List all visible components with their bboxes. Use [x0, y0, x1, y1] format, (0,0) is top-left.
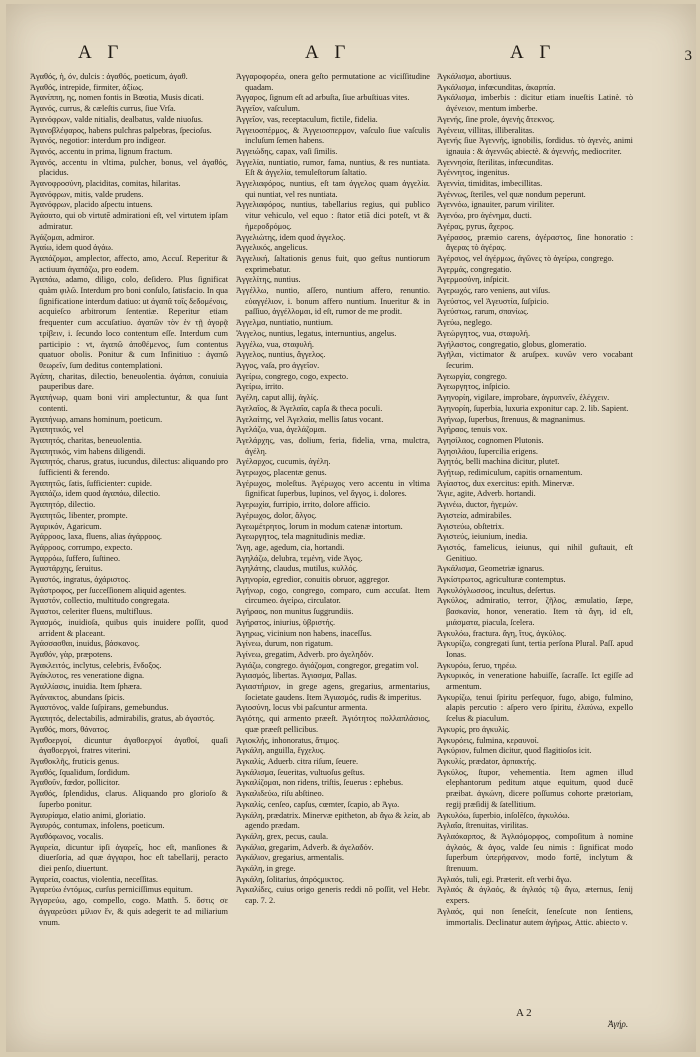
dictionary-entry: Ἀγκάλιον, gregarius, armentalis.: [236, 853, 344, 863]
dictionary-entry: Ἀγάρροος, laxa, fluens, alias ἀγάρροος.: [30, 532, 162, 542]
dictionary-entry: Ἀγέρσιος, vel ἀγέρμως, ἀγῶνες τὸ ἀγείρω, congrego.: [437, 253, 614, 263]
dictionary-entry: Ἀγκύλος, admiratio, terror, ζῆλος, æmulatio, ſæpe, βασκανία, honor, veneratio. Item τὰ ἄγη, id eſt, μιάσματα, piacula, ſcelera.: [437, 596, 633, 627]
dictionary-entry: Ἀγανός, accentu in vltima, pulcher, bonus, vel ἀγαθός, placidus.: [30, 157, 228, 178]
dictionary-entry: Ἀγερωχός, raro veniens, aut viſus.: [437, 286, 551, 296]
dictionary-entry: Ἀγήτωρ, redimiculum, capitis ornamentum.: [437, 468, 583, 478]
dictionary-entry: Ἀγαρεία, dicuntur ipſi ἀγαρεῖς, hoc eſt, manſiones & diuerſoria, ad quæ ἀγγαροι, hoc eſt tabellarij, peracto diei penſo, diuertunt.: [30, 842, 228, 874]
dictionary-entry: Ἀγαπάζομαι, amplector, affecto, amo, Accuſ. Reperitur & actiuum ἀγαπάζω, pro eodem.: [30, 253, 228, 274]
dictionary-entry: Ἀγκυλόγλωσσος, incultus, deſertus.: [437, 585, 556, 595]
dictionary-entry: Ἄγη, age, agedum, cia, hortandi.: [236, 542, 345, 552]
dictionary-entry: Ἀγητός, belli machina dicitur, pluteī.: [437, 457, 560, 467]
dictionary-entry: Ἀγελάζω, vua, ἀγελάζομαι.: [236, 425, 327, 435]
dictionary-entry: Ἀγαπήνωρ, quam boni viri amplectuntur, & qua ſunt contenti.: [30, 393, 228, 413]
dictionary-entry: Ἀγγελίτης, nuntius.: [236, 275, 301, 285]
dictionary-entry: Ἀγιστός, famelicus, ieiunus, qui nihil guſtauit, eſt Genitiuo.: [437, 542, 633, 563]
dictionary-entry: Ἀγαθός, intrepide, firmiter, ἀξίως.: [30, 82, 144, 92]
header-left: Α Γ: [78, 42, 125, 63]
dictionary-entry: Ἀγέννως, ſteriles, vel quæ nondum peperunt.: [437, 189, 586, 199]
dictionary-entry: Ἀγιστεία, admirabiles.: [437, 510, 512, 520]
dictionary-entry: Ἀγαρεύω ἐντόμως, curſus perniciſſimus equitum.: [30, 885, 193, 895]
dictionary-entry: Ἀγγαροφορέω, onera geſto permutatione ac viciſſitudine quadam.: [236, 72, 430, 92]
dictionary-entry: Ἀγκάλισμα, abortiuus.: [437, 72, 512, 81]
dictionary-entry: Ἀγαστόν, collectio, multitudo congregata.: [30, 596, 170, 606]
dictionary-entry: Ἀγαλλίασις, inuidia. Item ſphæra.: [30, 682, 142, 692]
dictionary-entry: Ἀγκυρικός, in veneratione habuiſſe, ſacraſſe. Ict egiſſe ad armentum.: [437, 671, 633, 692]
dictionary-entry: Ἀγενής, ſine prole, ἀγενὴς ἄτεκνος.: [437, 114, 555, 124]
dictionary-entry: Ἀγαθοκλῆς, fruticis genus.: [30, 757, 120, 766]
dictionary-entry: Ἀγκάλισμα, Geometriæ ignarus.: [437, 564, 545, 574]
dictionary-entry: Ἀγαστόνος, valde ſuſpirans, gemebundus.: [30, 703, 169, 713]
dictionary-entry: Ἀγαρρόω, ſuffero, ſuſtineo.: [30, 553, 121, 563]
dictionary-entry: Ἀγγελιαφόρος, nuntius, tabellarius regius, qui publico vitur vehiculo, vel equo : ſtator etiā dici poteſt, vt & ἡμεροδρόμος.: [236, 200, 430, 231]
dictionary-entry: Ἀγαπητός, charus, gratus, iucundus, dilectus: aliquando pro ſufficienti & ferendo.: [30, 457, 228, 478]
dictionary-entry: Ἀγέρας, pyrus, ἄχερος.: [437, 221, 514, 231]
dictionary-entry: Ἀγήραος, non munitus ſuggrundiis.: [236, 607, 354, 617]
dictionary-entry: Ἀγαπητός, delectabilis, admirabilis, gratus, ab ἀγαστός.: [30, 714, 215, 724]
dictionary-entry: Ἀγκυλόω, ſuperbio, inſolēſco, ἀγκυλόω.: [437, 810, 570, 820]
dictionary-entry: Ἀγγελική, ſaltationis genus fuit, quo geſtus nuntiorum exprimebatur.: [236, 253, 430, 274]
dictionary-entry: Ἀγγελικός, angelicus.: [236, 243, 308, 253]
header-right: Α Γ: [510, 42, 557, 63]
dictionary-entry: Ἀγλαόκαρπος, & Ἀγλαόμορφος, compoſitum à nomine ἀγλαός, & ἀγος, valde ſeu nimis : ſignificat modo ſuperbum ὑπερήφανον, modo fortē, inclytum & ſtrenuum.: [437, 831, 633, 874]
catchword: Ἀγήρ.: [608, 1019, 629, 1029]
dictionary-entry: Ἀγέννητος, ingenitus.: [437, 168, 510, 178]
dictionary-entry: Ἀγιαστήριον, in grege agens, gregarius, armentarius, ſocietate gaudens. Item Ἀγιασμός, rudis & imperitus.: [236, 682, 430, 702]
dictionary-entry: Ἀγίαστος, dux exercitus: epith. Minervæ.: [437, 478, 575, 488]
dictionary-entry: Ἀγκυρόω, ſeruo, τηρέω.: [437, 660, 517, 670]
dictionary-entry: Ἀγήνωρ, cogo, congrego, comparo, cum accuſat. Item circumeo. ἀγείρω, circulator.: [236, 585, 430, 606]
dictionary-entry: Ἀγαρεία, coactus, violentia, neceſſitas.: [30, 874, 158, 884]
dictionary-entry: Ἀγενόω, pro ἀγένημα, ducti.: [437, 211, 532, 221]
dictionary-entry: Ἀγάρροος, corrumpo, expecto.: [30, 542, 133, 552]
dictionary-entry: Ἀγάκλυτος, res veneratione digna.: [30, 671, 145, 681]
dictionary-entry: Ἀγγος, vaſa, pro ἀγγεῖον.: [236, 360, 320, 370]
dictionary-entry: Ἀγγεῖον, vas, receptaculum, fictile, fidelia.: [236, 114, 378, 124]
dictionary-entry: Ἀγανοβλέφαρος, habens pulchras palpebras, ſpecioſus.: [30, 125, 212, 135]
dictionary-entry: Ἀγκάλισμα, ſeueritas, vultuoſus geſtus.: [236, 767, 365, 777]
dictionary-entry: Ἀγιστεύς, ieiunium, inedia.: [437, 532, 528, 542]
dictionary-entry: Ἀγηνορίη, ſuperbia, luxuria exponitur cap. 2. lib. Sapient.: [437, 403, 629, 413]
dictionary-entry: Ἀγέλαρχος, cucumis, ἀγέλη.: [236, 457, 331, 467]
running-header: [0, 42, 700, 68]
dictionary-entry: Ἀγέρωχος, dolor, ἄλγος.: [236, 510, 317, 520]
dictionary-entry: Ἀγακλειτός, inclytus, celebris, ἔνδοξος.: [30, 660, 162, 670]
dictionary-entry: Ἀγάνακτος, abundans ſpicis.: [30, 692, 125, 702]
dictionary-entry: Ἀγκυλίς, prædator, ἁρπακτής.: [437, 757, 537, 766]
dictionary-entry: Ἀγιάζω, congrego. ἀγιάζομαι, congregor, gregatim vol.: [236, 660, 419, 670]
dictionary-entry: Ἀγέρωχος, moleſtus. Ἀγέρωχος vero accentu in vltima ſignificat ſuperbus, lupinos, vel ἄγγος, i. dolores.: [236, 478, 430, 499]
dictionary-entry: Ἀγεύστος, vel Ἀγευστία, ſuſpicio.: [437, 296, 549, 306]
dictionary-entry: Ἀγλαός & ἀγλαός, & ἀγλαός τῷ ἄγω, æternus, ſenij expers.: [437, 885, 633, 906]
dictionary-entry: Ἀγασμός, inuidioſa, quibus quis inuidere poſſit, quod arrident & placeant.: [30, 617, 228, 638]
dictionary-entry: Ἀγέρασος, præmio carens, ἀγέραστος, ſine honoratio : ἄγερας τὸ ἀγέρας.: [437, 232, 633, 253]
dictionary-entry: Ἀγηρως, vicinium non habens, inaceſſus.: [236, 628, 372, 638]
dictionary-entry: Ἀγήραος, tenuis vox.: [437, 425, 508, 435]
dictionary-entry: Ἀγγελιαφόρος, nuntius, eſt tam ἀγγελος quam ἀγγελία. qui nuntiat, vel res nuntiata.: [236, 179, 430, 199]
dictionary-entry: Ἀγάσσασθαι, inuidus, βάσκανος.: [30, 639, 140, 649]
dictionary-entry: Ἀγίνεω, durum, non rigatum.: [236, 639, 333, 649]
dictionary-entry: Ἀγερμοσύνη, inſpicit.: [437, 275, 510, 285]
dictionary-entry: Ἀγαθοεργοί, dicuntur ἀγαθοεργοί ἀγαθοί, quaſi ἀγαθοεργοὶ, fratres viterini.: [30, 735, 228, 756]
dictionary-entry: Ἀγηλάζω, delubra, τεμένη, vide Ἀγος.: [236, 553, 363, 563]
dictionary-entry: Ἀγαθόφωνος, vocalis.: [30, 831, 104, 841]
dictionary-entry: Ἀγαπάζω, idem quod ἀγαπάω, dilectio.: [30, 489, 161, 499]
dictionary-entry: Ἀγάζομαι, admiror.: [30, 232, 95, 242]
dictionary-entry: Ἀγάστροφος, per ſucceſſionem aliquid agentes.: [30, 585, 187, 595]
dictionary-entry: Ἀγείρω, irrito.: [236, 382, 284, 392]
dictionary-entry: Ἀγήνωρ, ſuperbus, ſtrenuus, & magnanimus.: [437, 414, 586, 424]
dictionary-entry: Ἀγελαῖος, & Ἀγελαῖα, capſa & theca poculi.: [236, 403, 383, 413]
dictionary-entry: Ἀγέλη, caput allij, ἀγλίς.: [236, 393, 319, 403]
dictionary-entry: Ἀγαστάρχης, ſeruitus.: [30, 564, 103, 574]
dictionary-entry: Ἀγκάλη, in grege.: [236, 864, 296, 874]
dictionary-entry: Ἀγεωργητος, inſpicio.: [437, 382, 510, 392]
dictionary-entry: Ἀγγελος, nuntius, ἄγγελος.: [236, 350, 326, 360]
dictionary-entry: Ἁγιοσύνη, locus vbi paſcuntur armenta.: [236, 703, 368, 713]
column-2: [236, 72, 430, 907]
dictionary-entry: Ἀγαυρός, contumax, infolens, poeticum.: [30, 821, 165, 831]
dictionary-entry: Ἀγεωμέτρητος, lorum in modum catenæ intortum.: [236, 521, 403, 531]
dictionary-entry: Ἀγκαλίς, Aduerb. citra riſum, ſeuere.: [236, 757, 359, 766]
dictionary-entry: Ἀγηνορίη, vigilare, improbare, ἀγρυπνεῖν, ἐλέγχειν.: [437, 393, 610, 403]
dictionary-entry: Ἀγιότης, qui armento præeſt. Ἀγιότητος πολλαπλάσιος, quæ præeſt pellicibus.: [236, 714, 430, 734]
dictionary-entry: Ἀγερωχία, furripio, irrito, dolore afficio.: [236, 500, 371, 510]
dictionary-entry: Ἀγαπητικός, vim habens diligendi.: [30, 446, 146, 456]
dictionary-entry: Ἀγκυρίζω, tenui ſpiritu perſequor, fugo, abigo, fulmino, alapis percutio : aſpero vero ſpiritu, ἐλαύνω, expello ſcelus & piaculum.: [437, 692, 633, 724]
dictionary-entry: Ἀγανός, negotior: interdum pro indigeor.: [30, 136, 166, 146]
dictionary-entry: Ἀγλαός, qui non ſeneſcit, ſeneſcute non ſentiens, immortalis. Declinatur autem ἀγήρως, Attic. abiecto ν.: [437, 906, 633, 927]
dictionary-entry: Ἀγγελμα, nuntiatio, nuntium.: [236, 318, 334, 328]
dictionary-entry: Ἀγκυλόω, fractura. ἄγη, ἴτυς, ἀγκύλος.: [437, 628, 567, 638]
dictionary-entry: Ἀγῆλαι, victimator & aruſpex. κυνῶν vero vocabant ſecurim.: [437, 350, 633, 370]
dictionary-entry: Ἀγαθόν, γὰρ, præpotens.: [30, 649, 113, 659]
dictionary-entry: Ἀγκάλια, gregarim, Adverb. & ἀγελαδόν.: [236, 842, 374, 852]
dictionary-entry: Ἀγγέλλω, nuntio, aſſero, nuntium affero, renuntio. εὐαγγέλιον, i. bonum affero nuntium. Inueritur & in paſſiuo, ἀγγέλλομαι, id eſt, rumor de me prodit.: [236, 286, 430, 317]
dictionary-entry: Ἀγαθός, mors, θάνατος.: [30, 724, 110, 734]
dictionary-entry: Ἀγκαλίζομαι, non ridens, triſtis, ſeuerus : ephebus.: [236, 778, 404, 788]
dictionary-entry: Ἀγιασμός, libertas. Ἀγιασμα, Pallas.: [236, 671, 357, 681]
dictionary-entry: Ἀγελαίτης, vel Ἀγελαία, mellis ſatus vocant.: [236, 414, 384, 424]
dictionary-entry: Ἀγησίλαος, cognomen Plutonis.: [437, 435, 544, 445]
dictionary-entry: Ἀγκυρίζω, congregati ſunt, tertia perſona Plural. Paſſ. apud Ionas.: [437, 639, 633, 659]
dictionary-entry: Ἀγησιλάου, ſupercilia erigens.: [437, 446, 538, 456]
dictionary-entry: Ἀγκύριον, fulmen dicitur, quod flagitioſos icit.: [437, 746, 592, 756]
dictionary-entry: Ἀγανίππη, ης, nomen fontis in Bœotia, Musis dicati.: [30, 93, 204, 103]
dictionary-entry: Ἀγαθοῦν, fœdor, pollicitor.: [30, 778, 120, 788]
dictionary-entry: Ἀγελάρχης, vas, dolium, feria, fidelia, vrna, mulctra, ἀγέλη.: [236, 435, 430, 456]
dictionary-entry: Ἀγεννησία, ſterilitas, infœcunditas.: [437, 157, 554, 167]
dictionary-entry: Ἀγεύω, neglego.: [437, 318, 493, 328]
dictionary-entry: Ἀγκάλη, anguilla, ἔγχελυς.: [236, 746, 326, 756]
dictionary-entry: Ἀγκαλιδεύω, riſu abſtineo.: [236, 789, 324, 799]
dictionary-entry: Ἀγγέλω, vua, σταφυλή.: [236, 339, 314, 349]
dictionary-entry: Ἀγεωργητος, tela magnitudinis mediæ.: [236, 532, 366, 542]
dictionary-entry: Ἀγκάλισμα, imberbis : dicitur etiam inueſtis Latinè. τὸ ἀγένειον, mentum imberbe.: [437, 93, 633, 114]
dictionary-entry: Ἀγένεια, villitas, illiberalitas.: [437, 125, 535, 135]
dictionary-entry: Ἀγγειώδης, capax, vaſi ſimilis.: [236, 146, 338, 156]
dictionary-entry: Ἀγαπητός, charitas, beneuolentia.: [30, 435, 142, 445]
dictionary-entry: Ἀγαπάω, adamo, diligo, colo, deſidero. Plus ſignificat quàm φιλῶ. Interdum pro boni conſulo, ſatisfacio. In qua ſignificatione interdum datiuo: ut ἀγαπᾶ τοῖς δεδομένοις, acquieſco arbitrorum ſententiæ. Reperitur etiam frequenter cum accuſatiuo. ἀγαπῶν τὸν ἐν τῇ ἀγορᾷ τρίβειν, i. ſecundo loco contentum eſſe. Interdum cum participio : vt, ἀγαπῶ ἀποθέμενος, ſum contentus quatuor obolis. Ponitur & cum Infinitiuo : ἀγαπῶ θεωρεῖν, ſum deditus contemplationi.: [30, 275, 228, 370]
dictionary-entry: Ἀγήλαστος, congregatio, globus, glomeratio.: [437, 339, 587, 349]
dictionary-entry: Ἀγγαρεύω, ago, compello, cogo. Matth. 5. ὅστις σε ἀγγαρεύσει μίλιον ἕν, & quis adegerit te ad miliarium vnum.: [30, 896, 228, 927]
dictionary-entry: Ἀγεωργία, congrego.: [437, 371, 507, 381]
dictionary-entry: Ἀγαρικόν, Agaricum.: [30, 521, 102, 531]
dictionary-entry: Ἀγανόφρων, valde nitialis, dealbatus, valde niuoſus.: [30, 114, 203, 124]
dictionary-entry: Ἄγιε, agite, Adverb. hortandi.: [437, 489, 536, 499]
dictionary-entry: Ἀγγελία, nuntiatio, rumor, fama, nuntius, & res nuntiata. Eſt & ἀγγελία, temuleſtorum ſaltatio.: [236, 157, 430, 178]
dictionary-entry: Ἀγινέω, ductor, ἡγεμών.: [437, 500, 518, 510]
dictionary-entry: Ἀγερμάς, congregatio.: [437, 264, 512, 274]
dictionary-entry: Ἀγαστός, ingratus, ἀχάριστος.: [30, 575, 131, 585]
column-3: [437, 72, 633, 928]
dictionary-entry: Ἀγαστοι, celeriter fluens, multifluus.: [30, 607, 153, 617]
dictionary-entry: Ἀγαπητόρ, dilectio.: [30, 500, 96, 510]
dictionary-entry: Ἀγαυρίαμα, elatio animi, gloriatio.: [30, 810, 146, 820]
dictionary-entry: Ἀγεώργητος, vua, σταφυλή.: [437, 328, 531, 338]
dictionary-entry: Ἀγανόφρων, mitis, valde prudens.: [30, 189, 144, 199]
signature-mark: A 2: [516, 1007, 532, 1019]
dictionary-entry: Ἀγκαλίδες, cuius origo generis reddi nō poſſit, vel Hebr. cap. 7. 2.: [236, 885, 430, 906]
dictionary-entry: Ἄγγελος, nuntius, legatus, internuntius, angelus.: [236, 328, 397, 338]
dictionary-entry: Ἀγκυρίς, pro ἀγκυλίς.: [437, 724, 510, 734]
dictionary-entry: Ἀγαίω, idem quod ἀγάω.: [30, 243, 114, 253]
dictionary-entry: Ἀγκίστρωτος, agriculturæ contemptus.: [437, 575, 566, 585]
dictionary-entry: Ἀγαθός, ſqualidum, ſordidum.: [30, 767, 130, 777]
dictionary-entry: Ἀγλαΐα, ſtrenuitas, virilitas.: [437, 821, 529, 831]
dictionary-entry: Ἀγκάλη, prædatrix. Minervæ epitheton, ab ἄγω & λεία, ab agendo prædam.: [236, 810, 430, 831]
dictionary-entry: Ἀγαπήνωρ, amans hominum, poeticum.: [30, 414, 163, 424]
column-1: [30, 72, 228, 928]
dictionary-entry: Ἀγεννόω, ignauiter, parum viriliter.: [437, 200, 555, 210]
dictionary-entry: Ἀγεύστως, rarum, σπανίως.: [437, 307, 529, 317]
dictionary-entry: Ἀγγελιώτης, idem quod ἀγγελος.: [236, 232, 346, 242]
dictionary-entry: Ἀγανός, accentu in prima, lignum fractum.: [30, 146, 173, 156]
dictionary-entry: Ἀγεννία, timiditas, imbecillitas.: [437, 179, 543, 189]
header-center: Α Γ: [305, 42, 352, 63]
dictionary-entry: Ἀγαπητικός, vel: [30, 425, 84, 435]
dictionary-entry: Ἀγανός, currus, & cæleſtis currus, ſiue Vrſa.: [30, 104, 176, 114]
dictionary-entry: Ἀγηνορία, egredior, conuitis obruor, aggregor.: [236, 575, 390, 585]
dictionary-entry: Ἀγενής ſiue Ἀγεννής, ignobilis, ſordidus. τὸ ἀγενὲς, animi ignauia : & ἀγεννῶς abiectè. & ἀγεννής, mediocriter.: [437, 136, 633, 156]
dictionary-entry: Ἀγαπητῶς, ſatis, ſufficienter: cupide.: [30, 478, 153, 488]
dictionary-entry: Ἀγηλάτης, claudus, mutilus, κυλλός.: [236, 564, 358, 574]
dictionary-entry: Ἀγαπητῶς, libenter, prompte.: [30, 510, 128, 520]
dictionary-entry: Ἀγγαρος, ſignum eſt ad arbuſta, ſiue arbuſtiuas vites.: [236, 93, 410, 103]
dictionary-entry: Ἀγκάλη, grex, pecus, caula.: [236, 831, 329, 841]
dictionary-entry: Ἀγάπη, charitas, dilectio, beneuolentia. ἀγάπαι, conuiuia pauperibus dare.: [30, 371, 228, 392]
dictionary-entry: Ἀγερωχος, placentæ genus.: [236, 468, 327, 478]
dictionary-entry: Ἀγίνεω, gregatim, Adverb. pro ἀγεληδόν.: [236, 649, 374, 659]
dictionary-entry: Ἀγάσατο, qui ob virtutē admirationi eſt, vel virtutem ipſam admiratur.: [30, 211, 228, 231]
dictionary-entry: Ἀγανόφρων, placido aſpectu intuens.: [30, 200, 153, 210]
dictionary-entry: Ἀγλαόs, tuli, egi. Præterit. eſt verbi ἄγω.: [437, 874, 572, 884]
dictionary-entry: Ἀγείρω, congrego, cogo, expecto.: [236, 371, 349, 381]
dictionary-entry: Ἀγκάλισμα, infœcunditas, ἀκαρπία.: [437, 82, 556, 92]
dictionary-entry: Ἀγανοφροσύνη, placiditas, comitas, hilaritas.: [30, 179, 181, 189]
dictionary-entry: Ἀγαθός, ἡ, όν, dulcis : ἀγαθός, poeticum, ἀγαθ.: [30, 72, 188, 81]
dictionary-entry: Ἀγκάλη, ſolitarius, ἀπρόςμικτος.: [236, 874, 345, 884]
dictionary-entry: Ἀγιστεύω, obſtetrix.: [437, 521, 505, 531]
page-number: 3: [684, 48, 692, 64]
dictionary-entry: Ἀγκαλίς, cenſeo, capſus, cœmter, ſcapio, ab Ἀγω.: [236, 799, 400, 809]
dictionary-entry: Ἀγγειοσπέρμος, & Ἀγγειοσπερμον, vaſculo ſiue vaſculis incluſum ſemen habens.: [236, 125, 430, 146]
dictionary-entry: Ἀγαθός, ſplendidus, clarus. Aliquando pro glorioſo & ſuperbo ponitur.: [30, 789, 228, 809]
dictionary-entry: Ἀγγεῖον, vaſculum.: [236, 104, 300, 114]
dictionary-entry: Ἀγήρατος, iniurius, ὑβριστής.: [236, 617, 336, 627]
dictionary-entry: Ἀγκύλος, ſtupor, vehementia. Item agmen illud elephantorum peditum atque equitum, quod ducē præibat. ἀγκώνη, dicere poſſumus cohorte prætoriam, regij præſidij & ſatellitium.: [437, 767, 633, 809]
dictionary-entry: Ἀγιοκλής, inhonoratus, ἄτιμος.: [236, 735, 340, 745]
dictionary-entry: Ἀγκυρόεις, fulmina, κεραυνοί.: [437, 735, 539, 745]
